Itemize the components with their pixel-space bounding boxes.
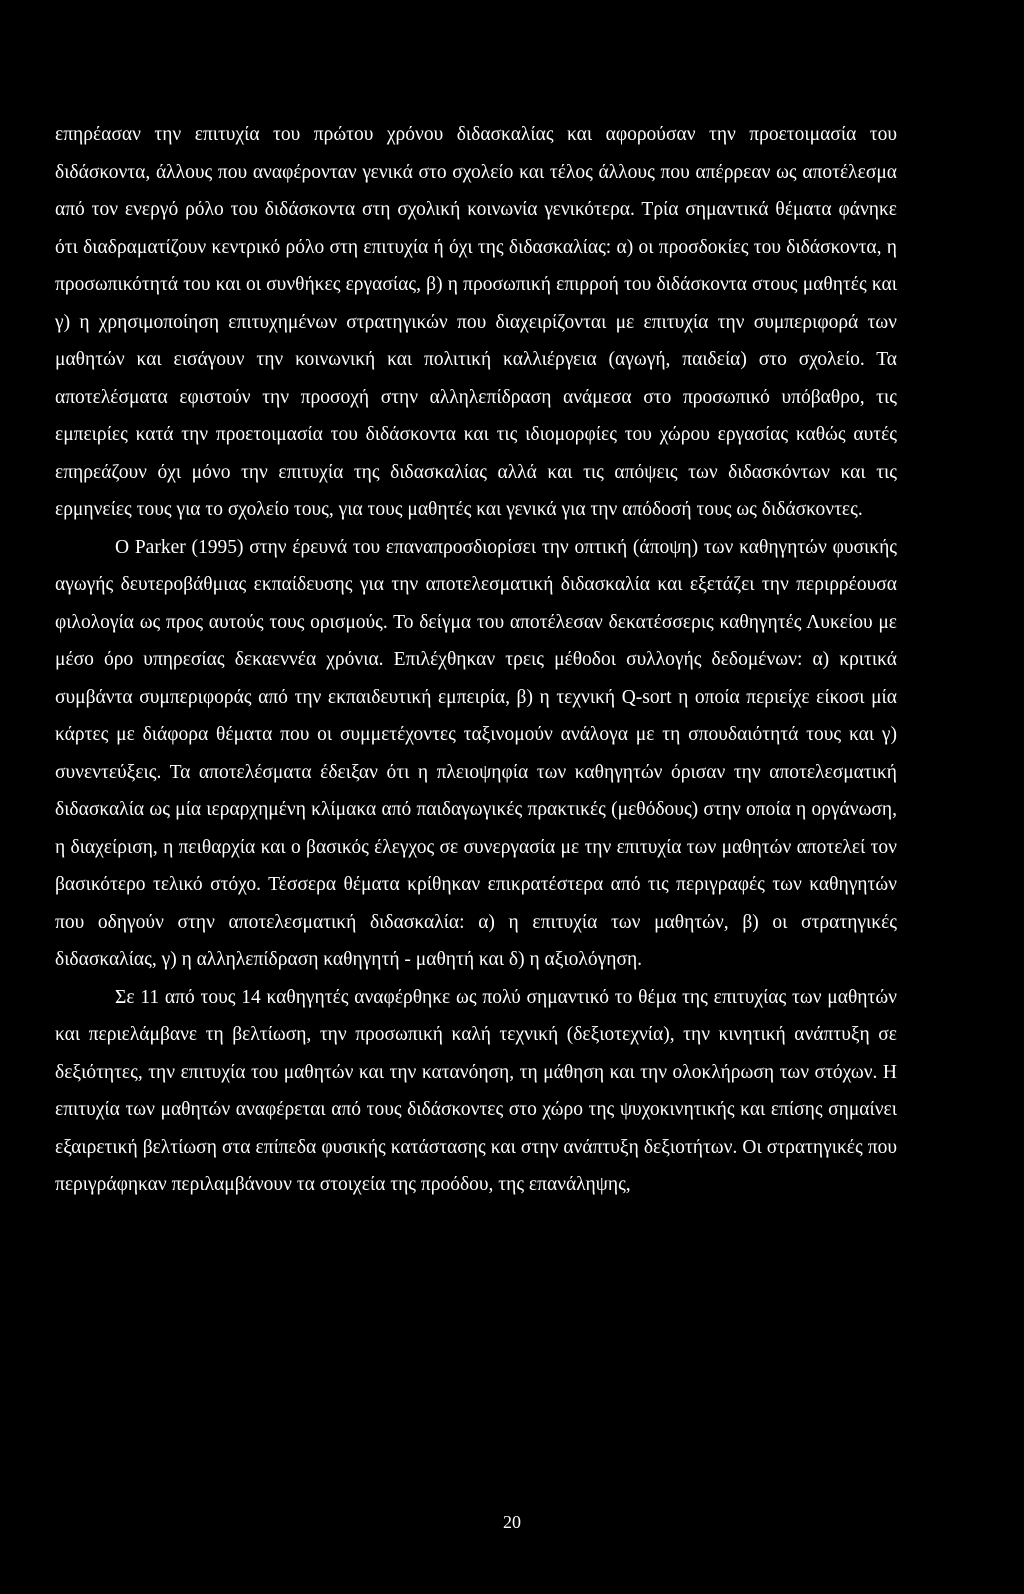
paragraph-1: επηρέασαν την επιτυχία του πρώτου χρόνου διδασκαλίας και αφορούσαν την προετοιμασία του διδάσκοντα, άλλους που αναφέρονταν γενικά στο σχολείο και τέλος άλλους που απέρρεαν ως αποτέλεσμα από τον ενεργό ρόλο του διδάσκοντα στη σχολική κοινωνία γενικότερα. Τρία σημαντικά θέματα φάνηκε ότι διαδραματίζουν κεντρικό ρόλο στη επιτυχία ή όχι της διδασκαλίας: α) οι προσδοκίες του διδάσκοντα, η προσωπικότητά του και οι συνθήκες εργασίας, β) η προσωπική επιρροή του διδάσκοντα στους μαθητές και γ) η χρησιμοποίηση επιτυχημένων στρατηγικών που διαχειρίζονται με επιτυχία την συμπεριφορά των μαθητών και εισάγουν την κοινωνική και πολιτική καλλιέργεια (αγωγή, παιδεία) στο σχολείο. Τα αποτελέσματα εφιστούν την προσοχή στην αλληλεπίδραση ανάμεσα στο προσωπικό υπόβαθρο, τις εμπειρίες κατά την προετοιμασία του διδάσκοντα και τις ιδιομορφίες του χώρου εργασίας καθώς αυτές επηρεάζουν όχι μόνο την επιτυχία της διδασκαλίας αλλά και τις απόψεις των διδασκόντων και τις ερμηνείες τους για το σχολείο τους, για τους μαθητές και γενικά για την απόδοσή τους ως διδάσκοντες.	[55, 124, 897, 520]
paragraph-2: Ο Parker (1995) στην έρευνά του επαναπροσδιορίσει την οπτική (άποψη) των καθηγητών φυσικής αγωγής δευτεροβάθμιας εκπαίδευσης για την αποτελεσματική διδασκαλία και εξετάζει την περιρρέουσα φιλολογία ως προς αυτούς τους ορισμούς. Το δείγμα του αποτέλεσαν δεκατέσσερις καθηγητές Λυκείου με μέσο όρο υπηρεσίας δεκαεννέα χρόνια. Επιλέχθηκαν τρεις μέθοδοι συλλογής δεδομένων: α) κριτικά συμβάντα συμπεριφοράς από την εκπαιδευτική εμπειρία, β) η τεχνική Q-sort η οποία περιείχε είκοσι μία κάρτες με διάφορα θέματα που οι συμμετέχοντες ταξινομούν ανάλογα με τη σπουδαιότητά τους και γ) συνεντεύξεις. Τα αποτελέσματα έδειξαν ότι η πλειοψηφία των καθηγητών όρισαν την αποτελεσματική διδασκαλία ως μία ιεραρχημένη κλίμακα από παιδαγωγικές πρακτικές (μεθόδους) στην οποία η οργάνωση, η διαχείριση, η πειθαρχία και ο βασικός έλεγχος σε συνεργασία με την επιτυχία των μαθητών αποτελεί τον βασικότερο τελικό στόχο. Τέσσερα θέματα κρίθηκαν επικρατέστερα από τις περιγραφές των καθηγητών που οδηγούν στην αποτελεσματική διδασκαλία: α) η επιτυχία των μαθητών, β) οι στρατηγικές διδασκαλίας, γ) η αλληλεπίδραση καθηγητή - μαθητή και δ) η αξιολόγηση.	[55, 536, 897, 970]
paragraph-3: Σε 11 από τους 14 καθηγητές αναφέρθηκε ως πολύ σημαντικό το θέμα της επιτυχίας των μαθητών και περιελάμβανε τη βελτίωση, την προσωπική καλή τεχνική (δεξιοτεχνία), την κινητική ανάπτυξη σε δεξιότητες, την επιτυχία του μαθητών και την κατανόηση, τη μάθηση και την ολοκλήρωση των στόχων. Η επιτυχία των μαθητών αναφέρεται από τους διδάσκοντες στο χώρο της ψυχοκινητικής και επίσης σημαίνει εξαιρετική βελτίωση στα επίπεδα φυσικής κατάστασης και στην ανάπτυξη δεξιοτήτων. Οι στρατηγικές που περιγράφηκαν περιλαμβάνουν τα στοιχεία της προόδου, της επανάληψης,	[55, 986, 897, 1195]
page-number: 20	[503, 1512, 521, 1532]
document-body	[55, 116, 897, 1204]
